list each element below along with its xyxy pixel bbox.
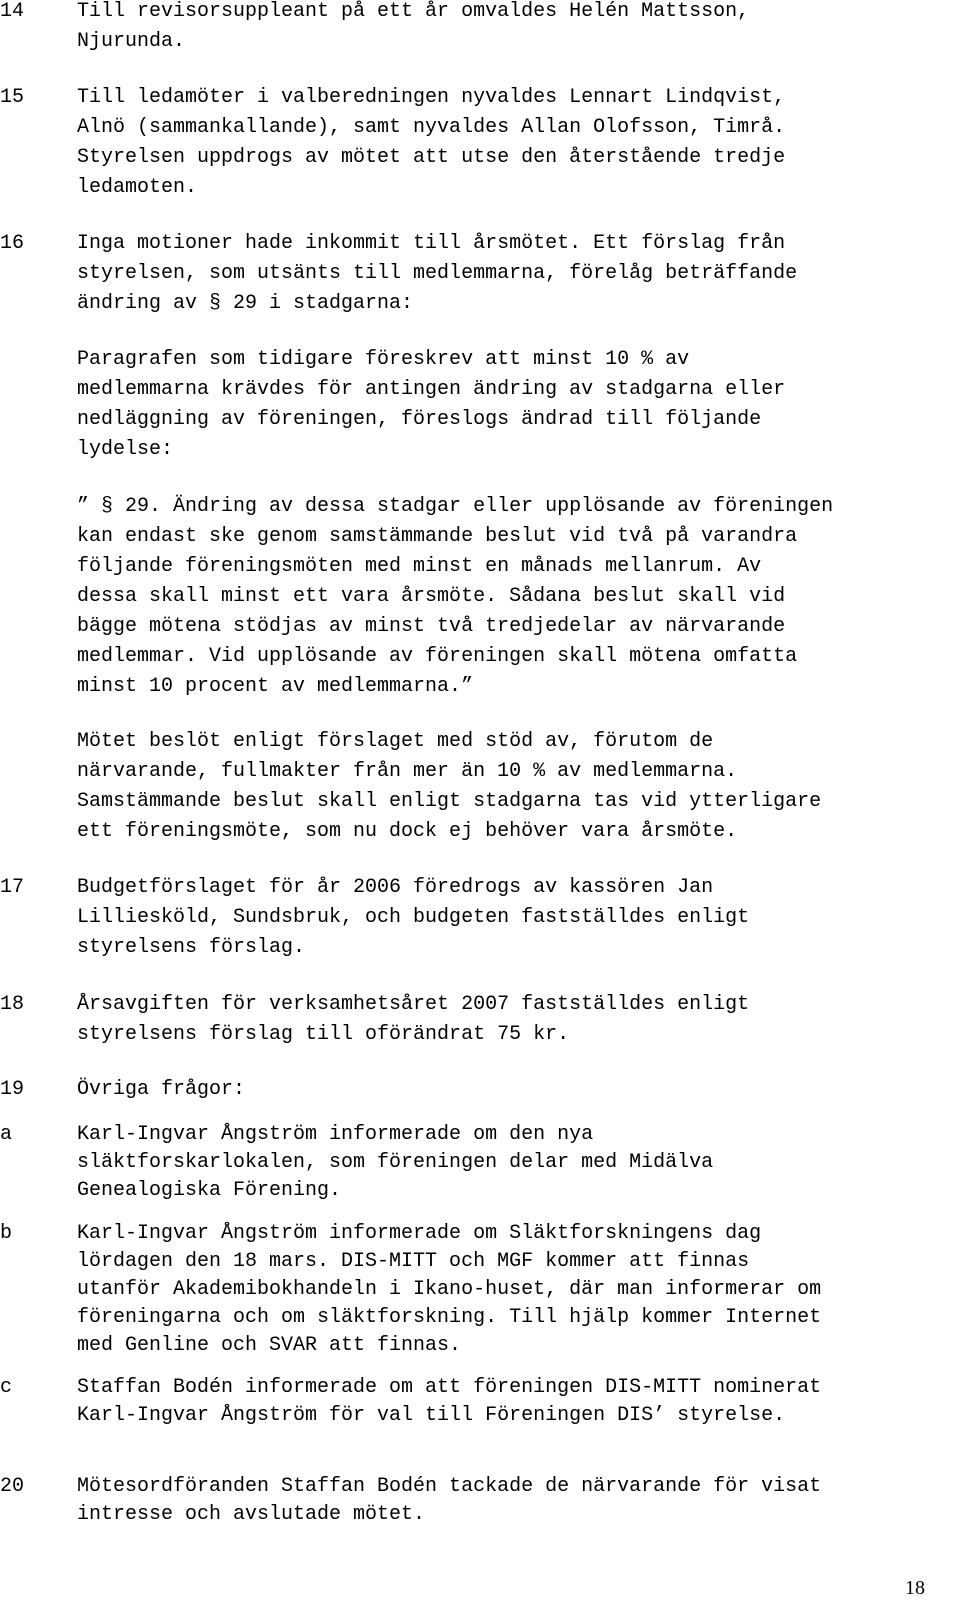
item-letter: c — [0, 1376, 13, 1399]
text-line: följande föreningsmöten med minst en månads mellanrum. Av — [77, 555, 762, 578]
item-text — [77, 990, 960, 1050]
item-text — [77, 1075, 960, 1105]
text-line: medlemmar. Vid upplösande av föreningen skall mötena omfatta — [77, 645, 798, 668]
text-line: Alnö (sammankallande), samt nyvaldes Allan Olofsson, Timrå. — [77, 116, 786, 139]
item-text — [77, 229, 960, 319]
item-text — [77, 873, 960, 963]
item-number: 19 — [0, 1078, 25, 1101]
page-number: 18 — [905, 1577, 925, 1599]
text-line: utanför Akademibokhandeln i Ikano-huset, där man informerar om — [77, 1278, 822, 1301]
text-line: ett föreningsmöte, som nu dock ej behöver vara årsmöte. — [77, 820, 738, 843]
item-text — [77, 1473, 960, 1529]
text-line: medlemmarna krävdes för antingen ändring av stadgarna eller — [77, 378, 786, 401]
text-line: ledamoten. — [77, 176, 198, 199]
text-line: Samstämmande beslut skall enligt stadgarna tas vid ytterligare — [77, 790, 822, 813]
item-text — [77, 727, 960, 847]
text-line: Styrelsen uppdrogs av mötet att utse den återstående tredje — [77, 146, 786, 169]
text-line: föreningarna och om släktforskning. Till hjälp kommer Internet — [77, 1306, 822, 1329]
text-line: Paragrafen som tidigare föreskrev att minst 10 % av — [77, 348, 690, 371]
text-line: Lilliesköld, Sundsbruk, och budgeten fastställdes enligt — [77, 906, 750, 929]
item-text — [77, 1374, 960, 1430]
text-line: kan endast ske genom samstämmande beslut vid två på varandra — [77, 525, 798, 548]
text-line: Genealogiska Förening. — [77, 1179, 342, 1202]
text-line: Årsavgiften för verksamhetsåret 2007 fastställdes enligt — [77, 993, 750, 1016]
item-number: 17 — [0, 876, 25, 899]
item-number: 20 — [0, 1475, 25, 1498]
text-line: Inga motioner hade inkommit till årsmötet. Ett förslag från — [77, 232, 786, 255]
text-line: lördagen den 18 mars. DIS-MITT och MGF kommer att finnas — [77, 1250, 750, 1273]
text-line: Karl-Ingvar Ångström för val till Föreningen DIS’ styrelse. — [77, 1404, 786, 1427]
item-number: 16 — [0, 232, 25, 255]
text-line: styrelsens förslag. — [77, 936, 306, 959]
item-number: 15 — [0, 86, 25, 109]
text-line: bägge mötena stödjas av minst två tredjedelar av närvarande — [77, 615, 786, 638]
text-line: intresse och avslutade mötet. — [77, 1503, 426, 1526]
text-line: minst 10 procent av medlemmarna.” — [77, 675, 474, 698]
text-line: Karl-Ingvar Ångström informerade om den nya — [77, 1123, 594, 1146]
text-line: närvarande, fullmakter från mer än 10 % av medlemmarna. — [77, 760, 738, 783]
item-text — [77, 492, 960, 702]
text-line: släktforskarlokalen, som föreningen delar med Midälva — [77, 1151, 714, 1174]
text-line: Njurunda. — [77, 30, 186, 53]
text-line: Mötet beslöt enligt förslaget med stöd av, förutom de — [77, 730, 714, 753]
text-line: ändring av § 29 i stadgarna: — [77, 292, 414, 315]
text-line: Staffan Bodén informerade om att föreningen DIS-MITT nominerat — [77, 1376, 822, 1399]
item-number: 18 — [0, 993, 25, 1016]
item-letter: a — [0, 1123, 13, 1146]
text-line: Mötesordföranden Staffan Bodén tackade de närvarande för visat — [77, 1475, 822, 1498]
text-line: styrelsens förslag till oförändrat 75 kr. — [77, 1023, 570, 1046]
text-line: dessa skall minst ett vara årsmöte. Sådana beslut skall vid — [77, 585, 786, 608]
text-line: Budgetförslaget för år 2006 föredrogs av kassören Jan — [77, 876, 714, 899]
text-line: styrelsen, som utsänts till medlemmarna, förelåg beträffande — [77, 262, 798, 285]
item-text — [77, 345, 960, 465]
item-text — [77, 83, 960, 203]
item-text — [77, 1220, 960, 1360]
item-number: 14 — [0, 0, 25, 23]
text-line: med Genline och SVAR att finnas. — [77, 1334, 462, 1357]
item-letter: b — [0, 1222, 13, 1245]
text-line: Till revisorsuppleant på ett år omvaldes Helén Mattsson, — [77, 0, 750, 23]
text-line: lydelse: — [77, 438, 174, 461]
text-line: Till ledamöter i valberedningen nyvaldes Lennart Lindqvist, — [77, 86, 786, 109]
text-line: ” § 29. Ändring av dessa stadgar eller upplösande av föreningen — [77, 495, 834, 518]
text-line: Övriga frågor: — [77, 1078, 246, 1101]
text-line: nedläggning av föreningen, föreslogs ändrad till följande — [77, 408, 762, 431]
item-text — [77, 1121, 960, 1205]
item-text — [77, 0, 960, 57]
text-line: Karl-Ingvar Ångström informerade om Släktforskningens dag — [77, 1222, 762, 1245]
